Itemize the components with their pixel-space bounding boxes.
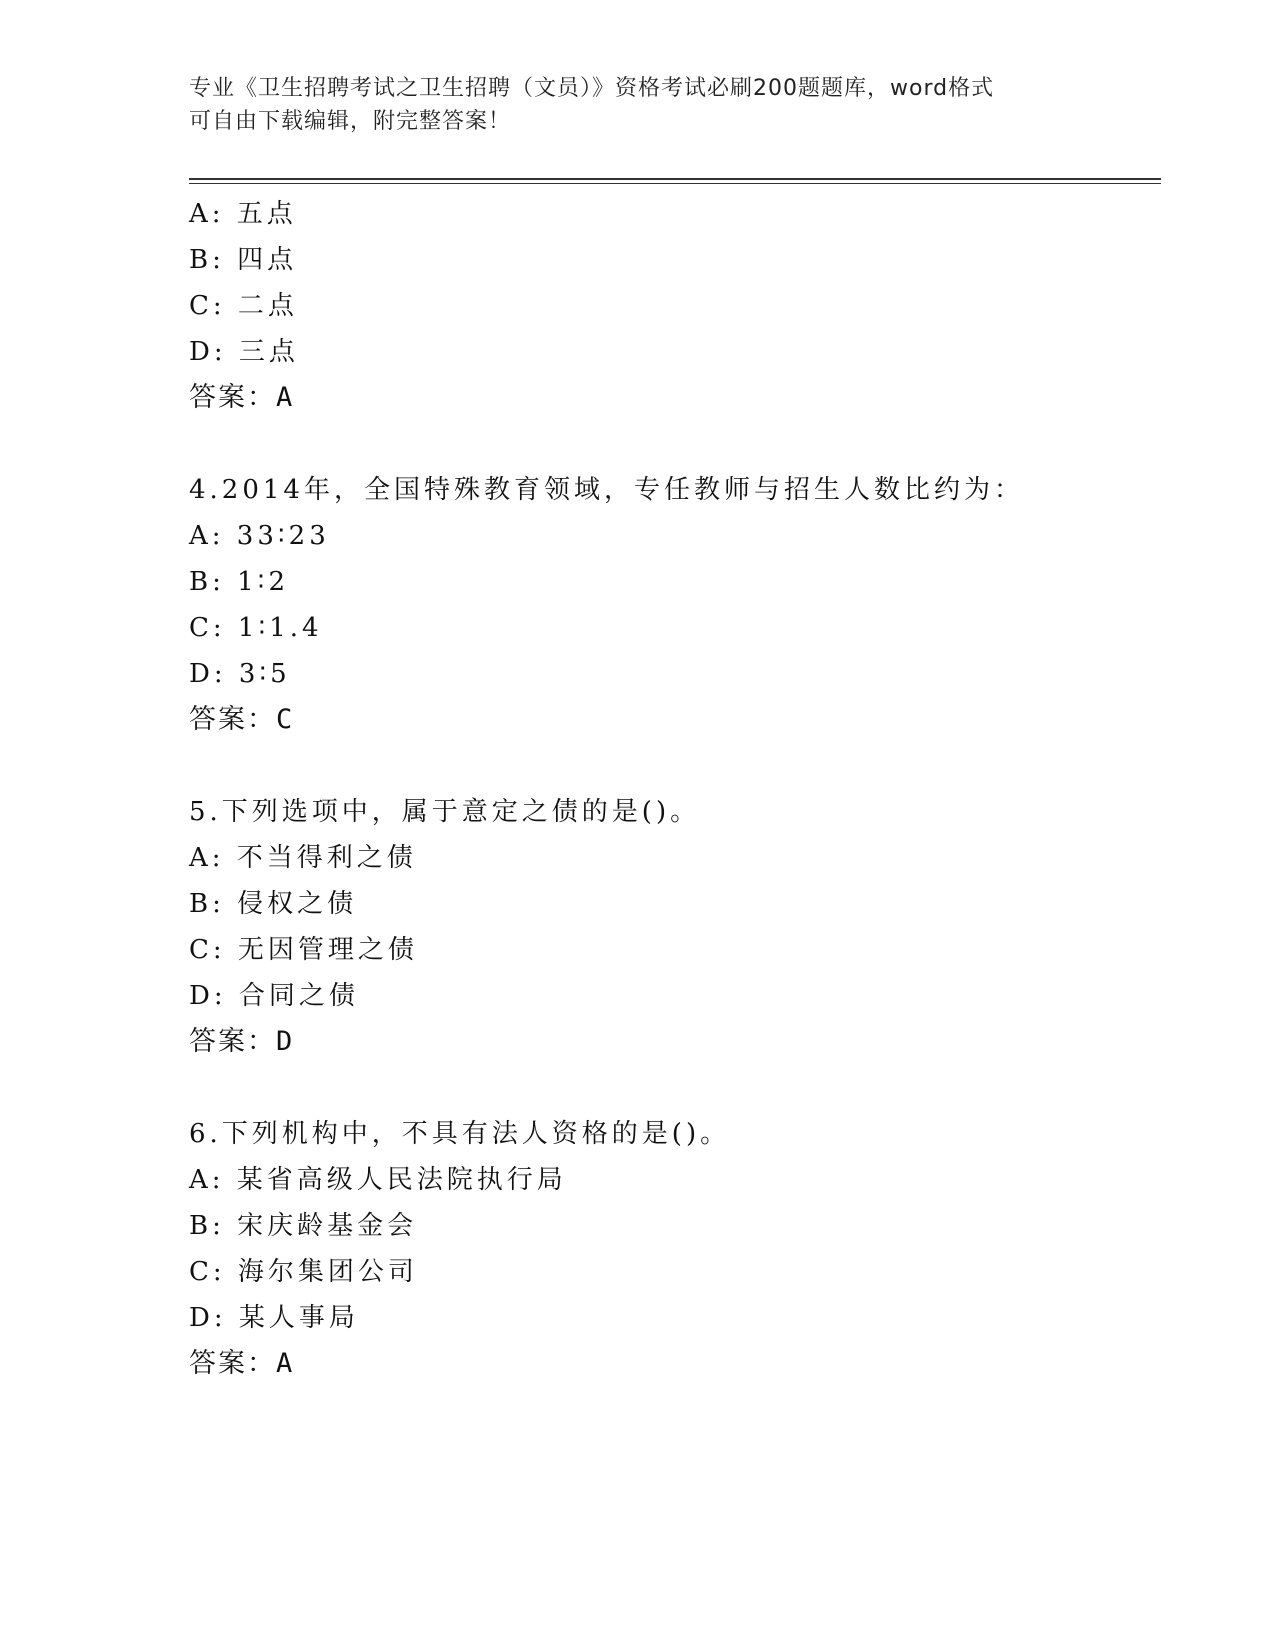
question-list [189, 191, 1161, 1387]
header-divider-thick [189, 178, 1161, 180]
header-divider-thin [189, 183, 1161, 184]
q3-answer: 答案：A [189, 382, 295, 413]
q4-stem: 4.2014年，全国特殊教育领域，专任教师与招生人数比约为： [189, 475, 1024, 505]
spacer [189, 1065, 1161, 1111]
q5-option-b: B: 侵权之债 [189, 889, 358, 919]
q6-option-c: C: 海尔集团公司 [189, 1257, 418, 1287]
q6-stem: 6.下列机构中，不具有法人资格的是()。 [189, 1119, 731, 1149]
header-title-line-2: 可自由下载编辑，附完整答案！ [189, 109, 512, 134]
q4-option-c: C: 1∶1.4 [189, 613, 323, 643]
question-6-block [189, 1111, 1161, 1387]
q5-stem: 5.下列选项中，属于意定之债的是()。 [189, 797, 701, 827]
question-5-block [189, 789, 1161, 1065]
q4-option-a: A: 33∶23 [189, 521, 330, 551]
header-title-line-1: 专业《卫生招聘考试之卫生招聘（文员）》资格考试必刷200题题库，word格式 [189, 76, 995, 101]
document-header [189, 72, 1089, 138]
q5-option-a: A: 不当得利之债 [189, 843, 417, 873]
q6-option-a: A: 某省高级人民法院执行局 [189, 1165, 567, 1195]
q5-option-c: C: 无因管理之债 [189, 935, 418, 965]
q4-answer: 答案：C [189, 704, 295, 735]
q3-option-c: C: 二点 [189, 291, 298, 321]
q4-option-b: B: 1∶2 [189, 567, 289, 597]
q6-option-d: D: 某人事局 [189, 1303, 359, 1333]
question-4-block [189, 467, 1161, 743]
q3-option-d: D: 三点 [189, 337, 299, 367]
q3-option-b: B: 四点 [189, 245, 298, 275]
q6-option-b: B: 宋庆龄基金会 [189, 1211, 418, 1241]
q6-answer: 答案：A [189, 1348, 295, 1379]
q4-option-d: D: 3∶5 [189, 659, 291, 689]
question-3-block [189, 191, 1161, 421]
q5-answer: 答案：D [189, 1026, 295, 1057]
spacer [189, 421, 1161, 467]
q5-option-d: D: 合同之债 [189, 981, 359, 1011]
spacer [189, 743, 1161, 789]
q3-option-a: A: 五点 [189, 199, 297, 229]
